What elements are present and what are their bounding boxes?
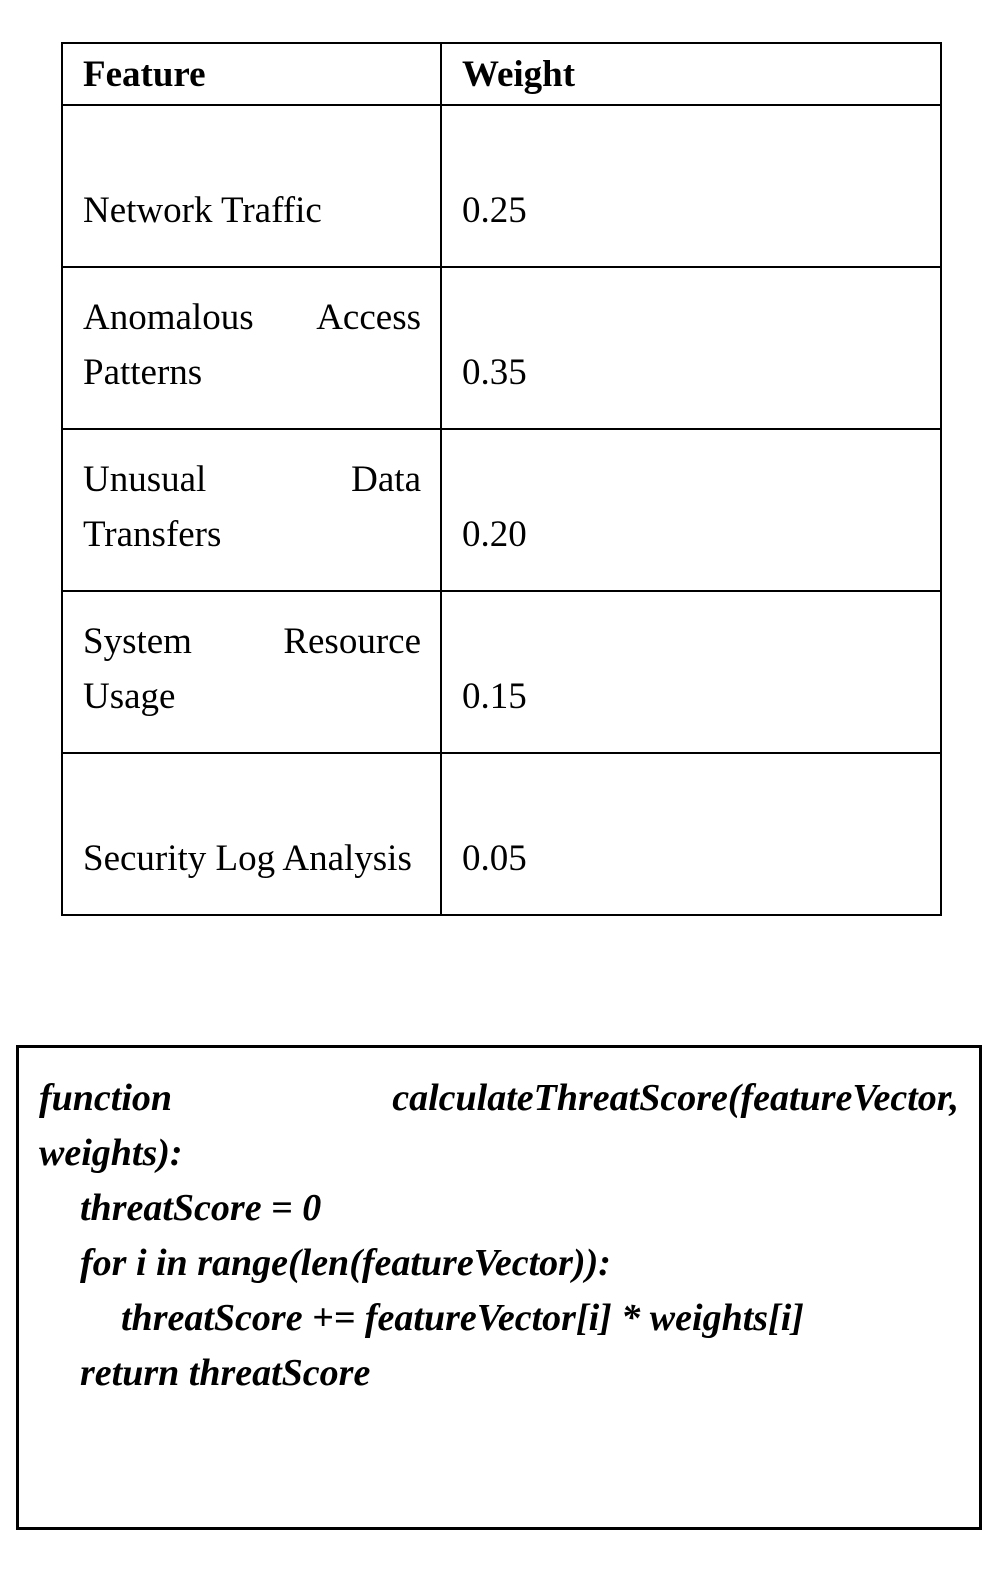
table-header-row (62, 43, 941, 105)
table-row (62, 267, 941, 429)
weight-cell: 0.20 (441, 429, 941, 591)
table-row (62, 753, 941, 915)
weight-cell: 0.15 (441, 591, 941, 753)
weight-cell: 0.05 (441, 753, 941, 915)
table-row (62, 105, 941, 267)
table-row (62, 429, 941, 591)
code-line-return: return threatScore (80, 1352, 371, 1394)
weight-cell: 0.35 (441, 267, 941, 429)
header-feature: Feature (62, 43, 441, 105)
feature-cell: Security Log Analysis (62, 753, 441, 915)
code-function-keyword: function (39, 1077, 173, 1119)
header-weight: Weight (441, 43, 941, 105)
feature-cell: Unusual Data Transfers (62, 429, 441, 591)
code-line-signature (39, 1071, 959, 1126)
weight-cell: 0.25 (441, 105, 941, 267)
table-row (62, 591, 941, 753)
code-line-init: threatScore = 0 (80, 1187, 322, 1229)
feature-cell: Anomalous Access Patterns (62, 267, 441, 429)
code-line-loop: for i in range(len(featureVector)): (80, 1242, 611, 1284)
code-function-signature: calculateThreatScore(featureVector, (392, 1077, 959, 1119)
code-line-params: weights): (39, 1132, 183, 1174)
feature-cell: System Resource Usage (62, 591, 441, 753)
feature-weights-table (61, 42, 942, 916)
feature-cell: Network Traffic (62, 105, 441, 267)
pseudocode-box (16, 1045, 982, 1530)
code-line-accumulate: threatScore += featureVector[i] * weights[i] (121, 1297, 804, 1339)
